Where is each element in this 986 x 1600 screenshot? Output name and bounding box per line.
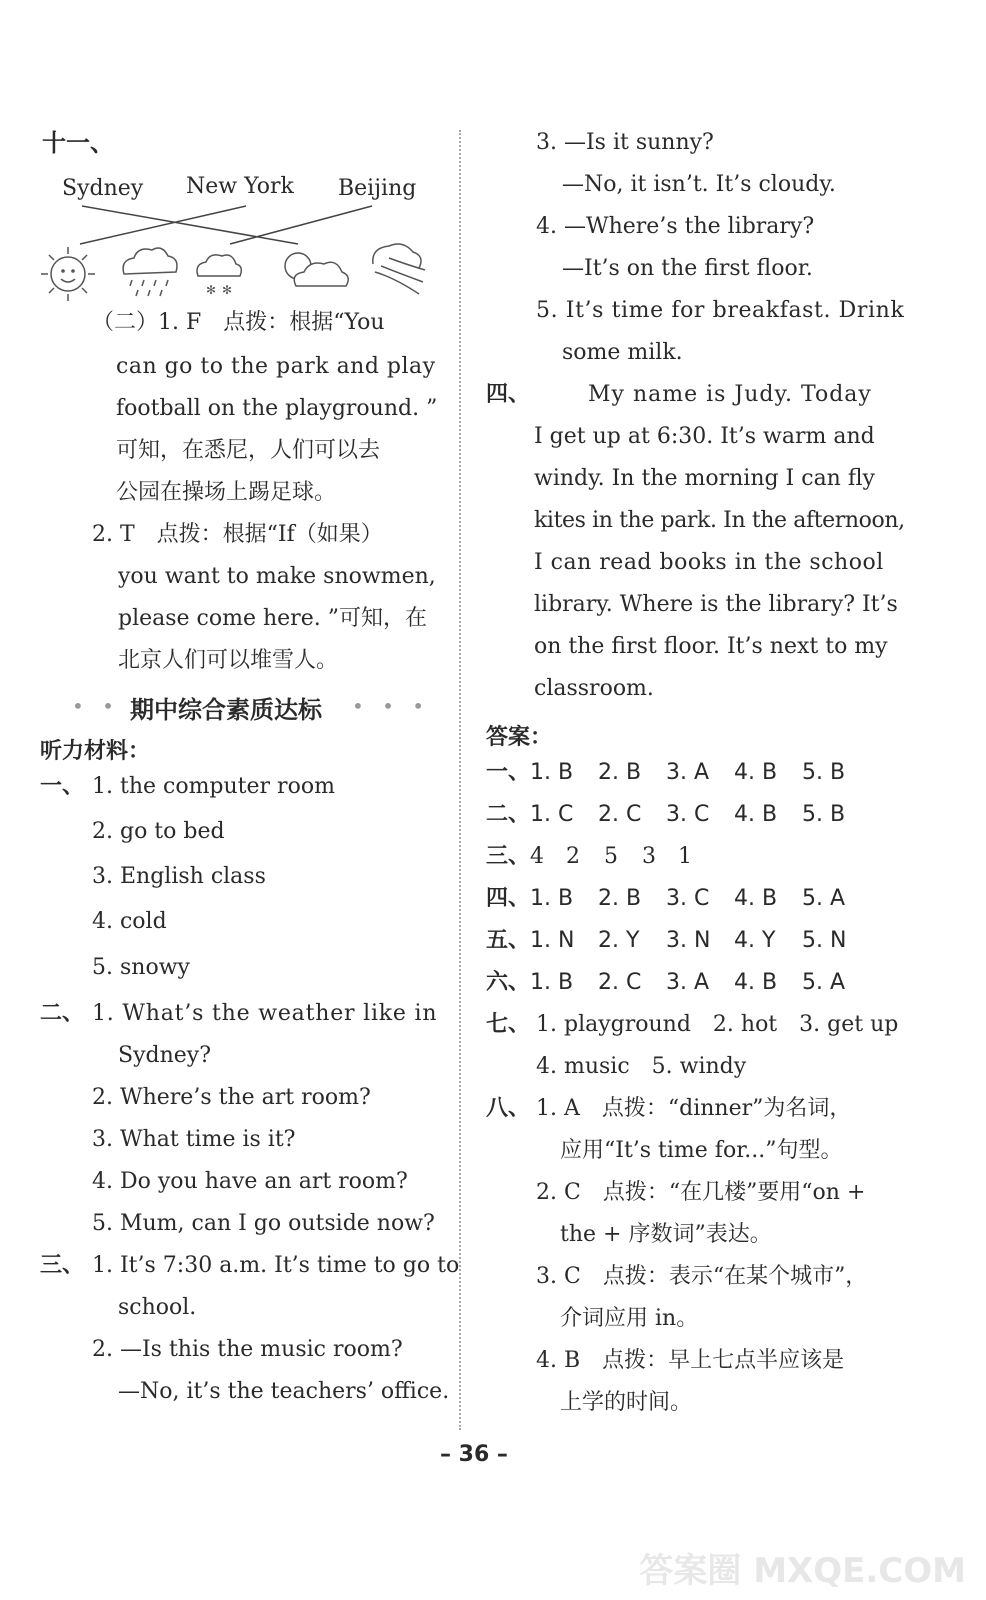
svg-text:✻: ✻ [222, 283, 233, 297]
match-line-newyork [80, 206, 246, 244]
s3-item-2: 2. —Is this the music room? [92, 1337, 403, 1362]
answer-cell: 5. B [802, 760, 846, 785]
answer-cell: 4. B [734, 802, 778, 827]
answer-cell: 3. C [666, 886, 710, 911]
answer-row-1 [486, 762, 870, 784]
s1-item-1: 1. the computer room [92, 774, 335, 799]
s7-line-1: 1. playground 2. hot 3. get up [536, 1012, 899, 1037]
s8-line-1: 1. A 点拨：“dinner”为名词， [536, 1096, 852, 1121]
sec11-q2-line2: you want to make snowmen, [118, 564, 436, 589]
answer-cell: 1. C [530, 802, 574, 827]
s3-cont-6: some milk. [562, 340, 683, 365]
answer-cell: 5 [604, 844, 619, 869]
sec11-part2-line4: 可知，在悉尼，人们可以去 [116, 438, 381, 463]
answer-cell: 5. N [802, 928, 847, 953]
answer-row-label: 二、 [486, 802, 531, 827]
answer-cell: 4. B [734, 760, 778, 785]
sec11-part2-line1: （二）1. F 点拨：根据“You [92, 310, 385, 335]
answer-cell: 1. B [530, 760, 574, 785]
answer-cell: 5. A [802, 970, 846, 995]
sunny-icon [41, 247, 95, 301]
heading-dots-left: • • • [72, 694, 151, 718]
answer-row-3 [486, 846, 708, 868]
s8-line-5: 3. C 点拨：表示“在某个城市”， [536, 1264, 868, 1289]
s3-label: 三、 [40, 1253, 85, 1278]
answer-cell: 4. Y [734, 928, 776, 953]
answer-row-label: 三、 [486, 844, 531, 869]
s8-line-6: 介词应用 in。 [560, 1306, 699, 1331]
s2-item-1b: Sydney? [118, 1043, 211, 1068]
rainy-icon [123, 248, 177, 296]
answer-cell: 1. B [530, 886, 574, 911]
city-beijing: Beijing [338, 176, 417, 201]
answer-cell: 2. C [598, 970, 642, 995]
answer-cell: 1 [678, 844, 693, 869]
s2-item-4: 4. Do you have an art room? [92, 1169, 408, 1194]
s3-cont-3: 4. —Where’s the library? [536, 214, 815, 239]
answer-row-label: 六、 [486, 970, 531, 995]
matching-diagram [40, 198, 440, 308]
sec11-q2-line1: 2. T 点拨：根据“If（如果） [92, 522, 383, 547]
heading-dots-right: • • • [352, 694, 431, 718]
s4-line-3: windy. In the morning I can fly [534, 466, 875, 491]
answer-cell: 2. B [598, 760, 642, 785]
s2-label: 二、 [40, 1001, 85, 1026]
answer-row-label: 五、 [486, 928, 531, 953]
midterm-heading: 期中综合素质达标 [130, 696, 322, 724]
answer-cell: 4. B [734, 970, 778, 995]
answer-cell: 4 [530, 844, 545, 869]
sec11-part2-line2: can go to the park and play [116, 354, 436, 379]
svg-text:✻: ✻ [206, 283, 217, 297]
s8-line-2: 应用“It’s time for...”句型。 [560, 1138, 843, 1163]
answer-row-4 [486, 888, 870, 910]
s4-line-1: My name is Judy. Today [588, 382, 872, 407]
s2-item-3: 3. What time is it? [92, 1127, 296, 1152]
s4-line-2: I get up at 6:30. It’s warm and [534, 424, 875, 449]
s1-item-4: 4. cold [92, 909, 167, 934]
s7-line-2: 4. music 5. windy [536, 1054, 747, 1079]
answer-cell: 2. Y [598, 928, 640, 953]
answer-cell: 1. B [530, 970, 574, 995]
city-sydney: Sydney [62, 176, 144, 201]
answer-cell: 2. B [598, 886, 642, 911]
match-line-sydney [82, 206, 298, 244]
answers-label: 答案： [486, 725, 553, 750]
s8-line-7: 4. B 点拨：早上七点半应该是 [536, 1348, 845, 1373]
s4-line-5: I can read books in the school [534, 550, 884, 575]
column-divider [459, 130, 461, 1430]
answer-cell: 5. B [802, 802, 846, 827]
answer-cell: 1. N [530, 928, 575, 953]
section-11-label: 十一、 [42, 129, 114, 157]
cloudy-icon [285, 253, 348, 286]
answer-row-label: 四、 [486, 886, 531, 911]
answer-cell: 2. C [598, 802, 642, 827]
listening-label: 听力材料： [40, 739, 151, 764]
answer-cell: 3. A [666, 970, 710, 995]
windy-icon [373, 244, 425, 294]
s1-item-2: 2. go to bed [92, 819, 225, 844]
answer-cell: 3 [642, 844, 657, 869]
s8-line-4: the + 序数词”表达。 [560, 1222, 772, 1247]
answer-cell: 3. N [666, 928, 711, 953]
s2-item-5: 5. Mum, can I go outside now? [92, 1211, 435, 1236]
s8-label: 八、 [486, 1096, 531, 1121]
watermark: 答案圈 MXQE.COM [639, 1551, 966, 1591]
answer-row-5 [486, 930, 870, 952]
s3-item-2b: —No, it’s the teachers’ office. [118, 1379, 450, 1404]
s8-line-3: 2. C 点拨：“在几楼”要用“on + [536, 1180, 866, 1205]
s3-item-1: 1. It’s 7:30 a.m. It’s time to go to [92, 1253, 460, 1278]
answer-cell: 3. A [666, 760, 710, 785]
s4-line-6: library. Where is the library? It’s [534, 592, 898, 617]
answer-cell: 5. A [802, 886, 846, 911]
s1-label: 一、 [40, 774, 85, 799]
s8-line-8: 上学的时间。 [560, 1390, 693, 1415]
city-new-york: New York [186, 174, 294, 199]
page-number: – 36 – [440, 1442, 508, 1467]
s4-line-8: classroom. [534, 676, 654, 701]
answer-row-6 [486, 972, 870, 994]
sec11-part2-line3: football on the playground. ” [116, 396, 438, 421]
s3-cont-5: 5. It’s time for breakfast. Drink [536, 298, 905, 323]
s3-cont-4: —It’s on the first floor. [562, 256, 813, 281]
s4-line-4: kites in the park. In the afternoon, [534, 508, 905, 533]
sec11-q2-line4: 北京人们可以堆雪人。 [118, 648, 339, 673]
s4-label: 四、 [486, 382, 531, 407]
s7-label: 七、 [486, 1012, 531, 1037]
s4-line-7: on the first floor. It’s next to my [534, 634, 888, 659]
s3-cont-1: 3. —Is it sunny? [536, 130, 714, 155]
s1-item-5: 5. snowy [92, 955, 190, 980]
answer-cell: 3. C [666, 802, 710, 827]
match-line-beijing [230, 206, 372, 244]
s2-item-1: 1. What’s the weather like in [92, 1001, 438, 1026]
s3-cont-2: —No, it isn’t. It’s cloudy. [562, 172, 836, 197]
answer-cell: 4. B [734, 886, 778, 911]
s2-item-2: 2. Where’s the art room? [92, 1085, 371, 1110]
sec11-q2-line3: please come here. ”可知，在 [118, 606, 427, 631]
snowy-icon [197, 255, 241, 297]
answer-row-2 [486, 804, 870, 826]
answer-row-label: 一、 [486, 760, 531, 785]
answer-cell: 2 [566, 844, 581, 869]
s1-item-3: 3. English class [92, 864, 266, 889]
sec11-part2-line5: 公园在操场上踢足球。 [116, 480, 337, 505]
s3-item-1b: school. [118, 1295, 197, 1320]
